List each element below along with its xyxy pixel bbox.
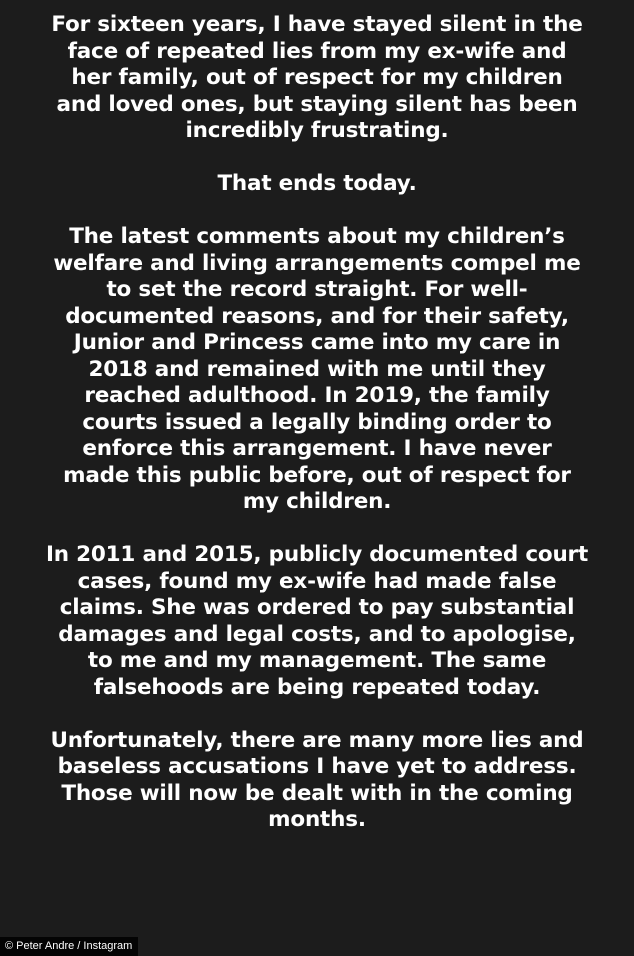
statement-line: my children. [242, 489, 392, 514]
paragraph-gap [24, 145, 610, 172]
statement-line: incredibly frustrating. [185, 118, 449, 143]
statement-line: For sixteen years, I have stayed silent in the [51, 12, 583, 37]
statement-line: falsehoods are being repeated today. [93, 674, 541, 700]
statement-line: In 2011 and 2015, publicly documented court [45, 542, 589, 567]
statement-line: to me and my management. The same [87, 648, 547, 673]
statement-text [24, 12, 610, 834]
paragraph-3 [24, 224, 610, 516]
paragraph-gap [24, 198, 610, 225]
paragraph-gap [24, 701, 610, 728]
paragraph-1 [24, 12, 610, 145]
statement-line: made this public before, out of respect for [63, 462, 571, 488]
statement-line: face of repeated lies from my ex-wife and [67, 38, 567, 64]
photo-credit: © Peter Andre / Instagram [0, 937, 138, 956]
statement-line: baseless accusations I have yet to address. [57, 754, 577, 779]
statement-line: courts issued a legally binding order to [82, 409, 552, 435]
statement-line: The latest comments about my children’s [69, 224, 565, 249]
statement-line: Those will now be dealt with in the coming [61, 780, 573, 806]
statement-line: cases, found my ex-wife had made false [77, 568, 557, 594]
paragraph-2 [24, 171, 610, 198]
statement-line: months. [268, 807, 366, 832]
statement-line: welfare and living arrangements compel me [53, 250, 581, 276]
statement-line: to set the record straight. For well- [106, 277, 528, 302]
paragraph-gap [24, 516, 610, 543]
paragraph-5 [24, 728, 610, 834]
statement-line: 2018 and remained with me until they [88, 356, 546, 382]
statement-line: That ends today. [217, 171, 417, 196]
statement-line: and loved ones, but staying silent has been [56, 91, 578, 117]
statement-line: claims. She was ordered to pay substantial [59, 595, 575, 620]
statement-line: reached adulthood. In 2019, the family [84, 383, 550, 408]
paragraph-4 [24, 542, 610, 701]
statement-line: Unfortunately, there are many more lies and [50, 727, 584, 753]
statement-line: her family, out of respect for my children [71, 65, 563, 90]
statement-line: documented reasons, and for their safety, [65, 303, 569, 329]
statement-line: Junior and Princess came into my care in [73, 330, 561, 355]
statement-line: damages and legal costs, and to apologise, [58, 621, 576, 647]
statement-line: enforce this arrangement. I have never [82, 436, 552, 461]
